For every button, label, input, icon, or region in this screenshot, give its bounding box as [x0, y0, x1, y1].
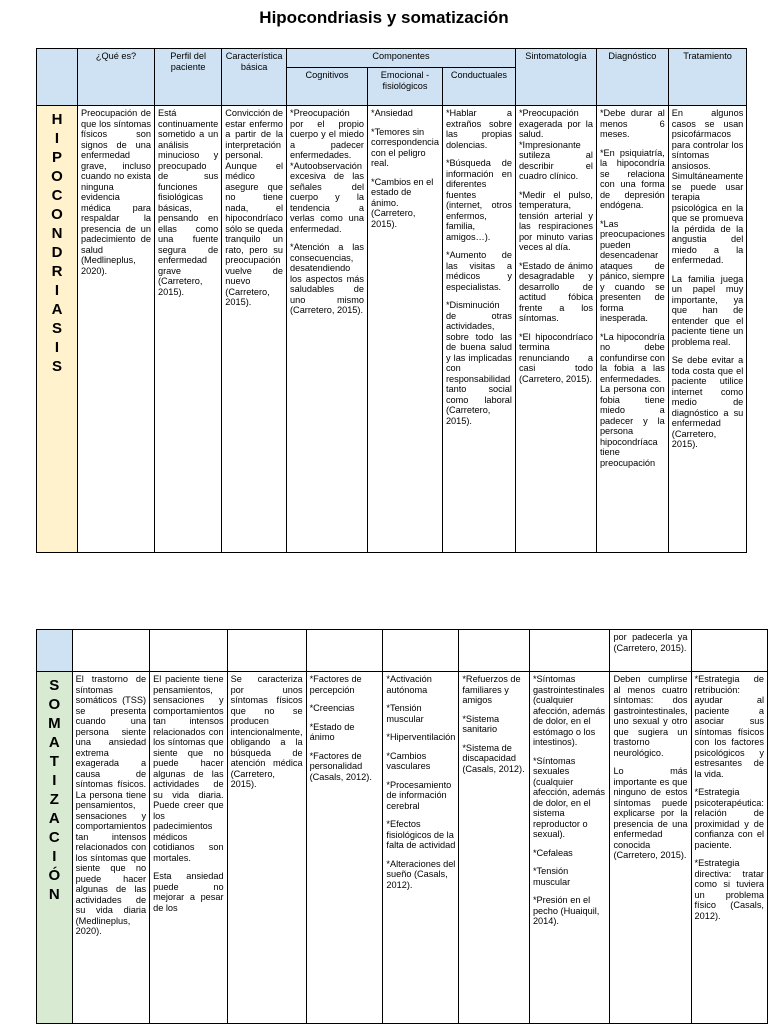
list-item: *Disminución de otras actividades, sobre todo las de buena salud y las implicadas con responsabilidad tanto social como laboral (Carretero, 2015). — [445, 300, 512, 426]
list-item: El paciente tiene pensamientos, sensaciones y comportamientos tan intensos relacionados con los síntomas que siente que no puede hacer algunas de las actividades de su vida diaria. Puede creer que los padecimientos médicos cotidianos son mortales. — [153, 674, 224, 863]
list-item: *Preocupación por el propio cuerpo y el miedo a padecer enfermedades. *Autoobservación excesiva de las señales del cuerpo y la tendencia a verlas como una enfermedad. — [290, 108, 364, 234]
list-item: *Cambios vasculares — [386, 750, 431, 771]
header-caracteristica: Característica básica — [222, 49, 287, 106]
side-letter: S — [51, 320, 62, 337]
list-item: *Atención a las consecuencias, desatendiendo los aspectos más saludables de uno mismo (Carretero, 2015). — [290, 242, 364, 315]
list-item: *Tensión muscular — [532, 866, 571, 887]
side-letter: C — [51, 187, 63, 204]
page-title: Hipocondriasis y somatización — [259, 8, 509, 27]
side-letter: N — [51, 225, 63, 242]
list-item: *Medir el pulso, temperatura, tensión arterial y las respiraciones por minuto varias veces al día. — [518, 189, 593, 252]
list-item: La familia juega un papel muy importante, ya que han de entender que el paciente tiene un problema real. — [671, 273, 744, 347]
hipo-cognitivos — [287, 106, 368, 553]
list-item: *Preocupación exagerada por la salud. *Impresionante sutileza al describir el cuadro clínico. — [518, 108, 593, 181]
header-cognitivos: Cognitivos — [287, 68, 368, 106]
side-letter: T — [49, 753, 59, 770]
somatizacion-table — [36, 629, 768, 1024]
list-item: *Refuerzos de familiares y amigos — [462, 674, 521, 705]
hipo-conductuales — [442, 106, 515, 553]
side-letter: A — [48, 810, 60, 827]
hipo-emocional — [368, 106, 443, 553]
side-letter: C — [48, 829, 60, 846]
side-letter: S — [51, 358, 62, 375]
list-item: *Estrategia psicoterapéutica: relación de proximidad y de confianza con el paciente. — [694, 787, 764, 850]
list-item: *Ansiedad — [371, 108, 413, 118]
list-item: *Activación autónoma — [386, 674, 432, 695]
continuation-empty — [691, 630, 768, 672]
hipo-que-es: Preocupación de que los síntomas físicos son signos de una enfermedad grave, incluso cuando no exista ninguna evidencia médica para respaldar la presencia de un padecimiento de salud (Medlineplus, 2020). — [78, 106, 155, 553]
soma-tratamiento — [691, 672, 768, 1024]
continuation-blank — [37, 630, 73, 672]
side-letter: P — [51, 149, 62, 166]
side-letter: O — [51, 168, 63, 185]
hipocondriasis-letters — [37, 110, 77, 376]
header-diagnostico: Diagnóstico — [596, 49, 668, 106]
hipo-tratamiento — [668, 106, 747, 553]
soma-sintomatologia — [529, 672, 610, 1024]
soma-cognitivos — [306, 672, 383, 1024]
list-item: *Sistema de discapacidad (Casals, 2012). — [462, 742, 525, 774]
continuation-empty — [227, 630, 306, 672]
list-item: *Estado de ánimo — [309, 721, 355, 742]
soma-emocional — [383, 672, 459, 1024]
list-item: En algunos casos se usan psicofármacos para controlar los síntomas ansiosos. Simultáneamente se puede usar terapia psicológica en la que se promueva la pérdida de la angustia del miedo a la enfermedad. — [671, 108, 744, 265]
list-item: *Presión en el pecho (Huaiquil, 2014). — [532, 895, 600, 926]
list-item: Se debe evitar a toda costa que el paciente utilice internet como medio de diagnóstico a su enfermedad (Carretero, 2015). — [671, 355, 744, 449]
soma-perfil — [150, 672, 227, 1024]
side-letter: M — [48, 715, 61, 732]
hipocondriasis-label — [37, 106, 78, 553]
side-letter: O — [48, 696, 61, 713]
hipo-diagnostico — [596, 106, 668, 553]
somatizacion-label — [37, 672, 73, 1024]
list-item: *Estrategia de retribución: ayudar al paciente a asociar sus síntomas físicos con los factores psicológicos y estresantes de la vida. — [694, 674, 764, 779]
side-letter: S — [49, 677, 60, 694]
list-item: Esta ansiedad puede no mejorar a pesar de los — [153, 871, 224, 913]
hipocondriasis-table — [36, 48, 747, 553]
header-que-es: ¿Qué es? — [78, 49, 155, 106]
list-item: *Las preocupaciones pueden desencadenar ataques de pánico, siempre y cuando se presenten de forma inesperada. — [599, 218, 665, 323]
list-item: *Cambios en el estado de ánimo. (Carretero, 2015). — [371, 176, 434, 229]
soma-conductuales — [459, 672, 530, 1024]
side-letter: Z — [49, 791, 59, 808]
side-letter: Ó — [48, 867, 61, 884]
list-item: *Síntomas sexuales (cualquier afección, además de dolor, en el sistema reproductor o sexual). — [532, 755, 605, 839]
list-item: *Tensión muscular — [386, 703, 424, 724]
side-letter: A — [48, 734, 60, 751]
list-item: *Alteraciones del sueño (Casals, 2012). — [386, 858, 456, 890]
list-item: *Aumento de las visitas a médicos y especialistas. — [445, 250, 512, 292]
hipo-perfil: Está continuamente sometido a un análisis minucioso y preocupado de sus funciones fisiológicas básicas, pensando en ellas como una fuente segura de enfermedad grave (Carretero, 2015). — [155, 106, 222, 553]
side-letter: I — [54, 339, 60, 356]
list-item: *Factores de percepción — [309, 674, 362, 695]
header-componentes: Componentes — [287, 49, 516, 68]
side-letter: A — [51, 301, 63, 318]
continuation-empty — [306, 630, 383, 672]
list-item: *Síntomas gastrointestinales (cualquier afección, además de dolor, en el estómago o los intestinos). — [532, 674, 605, 747]
list-item: *Cefaleas — [532, 847, 573, 858]
list-item: *La hipocondría no debe confundirse con la fobia a las enfermedades. La persona con fobia tiene miedo a padecer y la persona hipocondríaca tiene preocupación — [599, 331, 665, 468]
side-letter: I — [54, 282, 60, 299]
list-item: *Debe durar al menos 6 meses. — [599, 108, 665, 139]
continuation-empty — [383, 630, 459, 672]
hipo-sintomatologia — [515, 106, 596, 553]
header-blank — [37, 49, 78, 106]
header-conductuales: Conductuales — [442, 68, 515, 106]
list-item: *Creencias — [309, 703, 355, 713]
side-letter: O — [51, 206, 63, 223]
header-perfil: Perfil del paciente — [155, 49, 222, 106]
list-item: *Hablar a extraños sobre las propias dolencias. — [445, 108, 512, 150]
side-letter: R — [51, 263, 63, 280]
list-item: *El hipocondríaco termina renunciando a casi todo (Carretero, 2015). — [518, 331, 593, 384]
header-sintomatologia: Sintomatología — [515, 49, 596, 106]
somatizacion-letters — [37, 676, 72, 904]
side-letter: H — [51, 111, 63, 128]
side-letter: I — [54, 130, 60, 147]
list-item: *Búsqueda de información en diferentes fuentes (internet, otros enfermos, familia, amigos…). — [445, 158, 512, 242]
soma-que-es: El trastorno de síntomas somáticos (TSS) se presenta cuando una persona siente una ansiedad extrema exagerada a causa de síntomas físicos. La persona tiene pensamientos, sensaciones y comportamientos tan intensos relacionados con los síntomas que siente que no puede hacer algunas de las actividades de su vida diaria (Medlineplus, 2020). — [72, 672, 149, 1024]
list-item: *Sistema sanitario — [462, 713, 500, 734]
continuation-empty — [150, 630, 227, 672]
soma-diagnostico — [610, 672, 691, 1024]
continuation-empty — [529, 630, 610, 672]
side-letter: I — [52, 848, 57, 865]
side-letter: N — [48, 886, 60, 903]
list-item: *Temores sin correspondencia con el peligro real. — [371, 126, 439, 168]
side-letter: I — [52, 772, 57, 789]
list-item: Lo más importante es que ninguno de estos síntomas puede explicarse por la presencia de una enfermedad conocida (Carretero, 2015). — [613, 766, 688, 860]
list-item: *Factores de personalidad (Casals, 2012). — [309, 750, 372, 782]
header-emocional: Emocional -fisiológicos — [368, 68, 443, 106]
list-item: *Procesamiento de información cerebral — [386, 779, 452, 811]
list-item: *Estrategia directiva: tratar como si tuviera un problema físico (Casals, 2012). — [694, 858, 764, 921]
list-item: *Estado de ánimo desagradable y desarrollo de actitud fóbica frente a los síntomas. — [518, 260, 593, 323]
header-tratamiento: Tratamiento — [668, 49, 747, 106]
list-item: *Hiperventilación — [386, 732, 456, 742]
list-item: Deben cumplirse al menos cuatro síntomas: dos gastrointestinales, uno sexual y otro que sugiera un trastorno neurológico. — [613, 674, 688, 758]
diagnostico-continuation: por padecerla ya (Carretero, 2015). — [610, 630, 691, 672]
list-item: *En psiquiatría, la hipocondría se relaciona con una forma de depresión endógena. — [599, 147, 665, 210]
continuation-empty — [459, 630, 530, 672]
soma-caracteristica: Se caracteriza por unos síntomas físicos que no se producen intencionalmente, obligando a la búsqueda de atención médica (Carretero, 2015). — [227, 672, 306, 1024]
hipo-caracteristica: Convicción de estar enfermo a partir de la interpretación personal. Aunque el médico asegure que no tiene nada, el hipocondríaco sólo se queda tranquilo un rato, pero su preocupación vuelve de nuevo (Carretero, 2015). — [222, 106, 287, 553]
list-item: *Efectos fisiológicos de la falta de actividad — [386, 819, 456, 850]
continuation-empty — [72, 630, 149, 672]
side-letter: D — [51, 244, 63, 261]
